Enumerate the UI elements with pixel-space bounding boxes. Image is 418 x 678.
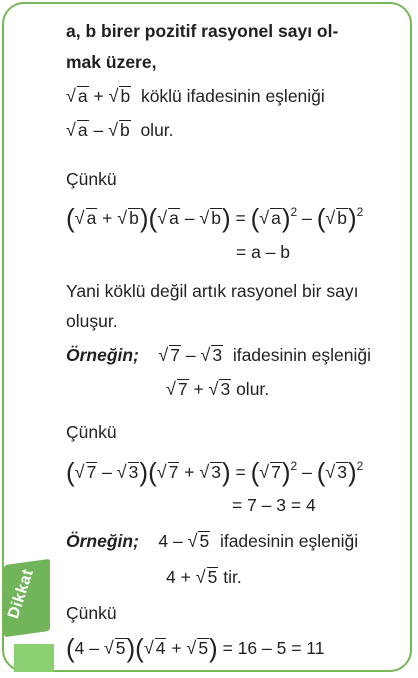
yani-line-1: Yani köklü değil artık rasyonel bir sayı [66, 281, 359, 301]
because-3: Çünkü [66, 603, 117, 623]
example-1: Örneğin; √ 7 – √ 3 ifadesinin eşleniği [66, 345, 371, 365]
example-1-conjugate: √ 7 + √ 3 olur. [166, 379, 270, 399]
tag-bar [14, 644, 54, 672]
result-1: = a – b [236, 242, 291, 262]
intro-line-1: a, b birer pozitif rasyonel sayı ol- [66, 21, 339, 41]
equation-3: (4 – √ 5)(√ 4 + √ 5) = 16 – 5 = 11 [66, 633, 325, 663]
conjugate-definition: √ a + √ b köklü ifadesinin eşleniği [66, 86, 325, 106]
result-2: = 7 – 3 = 4 [232, 495, 316, 515]
intro-line-2: mak üzere, [66, 52, 157, 72]
conjugate-result: √ a – √ b olur. [66, 120, 174, 140]
dikkat-label: Dikkat [5, 566, 38, 621]
example-2: Örneğin; 4 – √ 5 ifadesinin eşleniği [66, 531, 359, 551]
because-1: Çünkü [66, 169, 117, 189]
example-2-conjugate: 4 + √ 5 tir. [166, 567, 242, 587]
equation-1: (√ a + √ b)(√ a – √ b) = (√ a)$^2$ – (√ b)$^2$ [66, 203, 364, 233]
equation-2: (√ 7 – √ 3)(√ 7 + √ 3) = (√ 7)$^2$ – (√ 3)$^2$ [66, 457, 364, 487]
because-2: Çünkü [66, 422, 117, 442]
yani-line-2: oluşur. [66, 311, 118, 331]
